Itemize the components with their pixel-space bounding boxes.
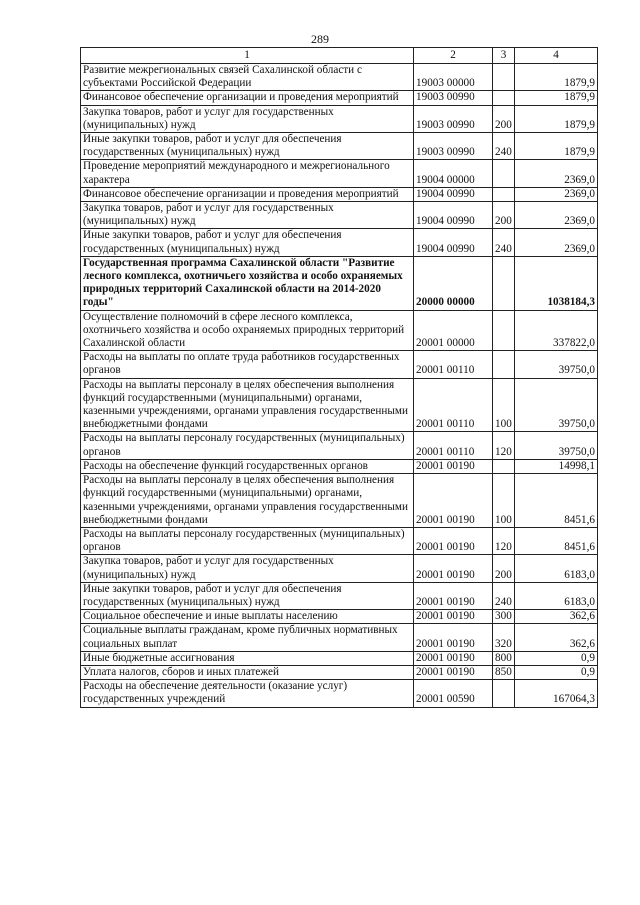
kind-cell: 100 — [493, 378, 515, 432]
amount-cell: 6183,0 — [515, 582, 598, 609]
name-cell: Иные закупки товаров, работ и услуг для обеспечения государственных (муниципальных) нужд — [81, 582, 414, 609]
amount-cell: 8451,6 — [515, 527, 598, 554]
name-cell: Расходы на выплаты персоналу в целях обеспечения выполнения функций государственными (муниципальными) органами, казенными учреждениями, органами управления государственными внебюджетными фондами — [81, 378, 414, 432]
amount-cell: 362,6 — [515, 624, 598, 651]
name-cell: Закупка товаров, работ и услуг для государственных (муниципальных) нужд — [81, 105, 414, 132]
kind-cell — [493, 680, 515, 707]
kind-cell: 320 — [493, 624, 515, 651]
code-cell: 19004 00990 — [414, 202, 493, 229]
name-cell: Расходы на обеспечение функций государственных органов — [81, 459, 414, 473]
name-cell: Иные закупки товаров, работ и услуг для обеспечения государственных (муниципальных) нужд — [81, 229, 414, 256]
code-cell: 19003 00990 — [414, 91, 493, 105]
name-cell: Проведение мероприятий международного и межрегионального характера — [81, 160, 414, 187]
table-row — [81, 474, 598, 528]
code-cell: 20001 00190 — [414, 624, 493, 651]
kind-cell: 240 — [493, 582, 515, 609]
kind-cell — [493, 187, 515, 201]
code-cell: 19003 00990 — [414, 105, 493, 132]
amount-cell: 39750,0 — [515, 432, 598, 459]
amount-cell: 39750,0 — [515, 378, 598, 432]
table-row — [81, 229, 598, 256]
name-cell: Осуществление полномочий в сфере лесного комплекса, охотничьего хозяйства и особо охраняемых природных территорий Сахалинской области — [81, 310, 414, 351]
kind-cell: 240 — [493, 229, 515, 256]
amount-cell: 1038184,3 — [515, 256, 598, 310]
code-cell: 20000 00000 — [414, 256, 493, 310]
kind-cell: 120 — [493, 527, 515, 554]
kind-cell — [493, 64, 515, 91]
name-cell: Расходы на обеспечение деятельности (оказание услуг) государственных учреждений — [81, 680, 414, 707]
table-row — [81, 582, 598, 609]
table-row — [81, 378, 598, 432]
name-cell: Государственная программа Сахалинской области "Развитие лесного комплекса, охотничьего хозяйства и особо охраняемых природных территорий Сахалинской области на 2014-2020 годы" — [81, 256, 414, 310]
amount-cell: 0,9 — [515, 651, 598, 665]
table-row — [81, 133, 598, 160]
amount-cell: 14998,1 — [515, 459, 598, 473]
table-row — [81, 555, 598, 582]
amount-cell: 1879,9 — [515, 105, 598, 132]
kind-cell: 100 — [493, 474, 515, 528]
table-row — [81, 680, 598, 707]
kind-cell: 300 — [493, 610, 515, 624]
code-cell: 20001 00190 — [414, 555, 493, 582]
kind-cell: 200 — [493, 105, 515, 132]
kind-cell: 120 — [493, 432, 515, 459]
table-row — [81, 256, 598, 310]
code-cell: 20001 00190 — [414, 610, 493, 624]
amount-cell: 2369,0 — [515, 187, 598, 201]
table-row — [81, 351, 598, 378]
code-cell: 20001 00110 — [414, 378, 493, 432]
amount-cell: 1879,9 — [515, 91, 598, 105]
code-cell: 20001 00190 — [414, 459, 493, 473]
table-row — [81, 202, 598, 229]
name-cell: Закупка товаров, работ и услуг для государственных (муниципальных) нужд — [81, 202, 414, 229]
code-cell: 19004 00000 — [414, 160, 493, 187]
code-cell: 20001 00590 — [414, 680, 493, 707]
name-cell: Социальные выплаты гражданам, кроме публичных нормативных социальных выплат — [81, 624, 414, 651]
kind-cell: 240 — [493, 133, 515, 160]
code-cell: 20001 00000 — [414, 310, 493, 351]
name-cell: Расходы на выплаты персоналу государственных (муниципальных) органов — [81, 527, 414, 554]
amount-cell: 8451,6 — [515, 474, 598, 528]
table-row — [81, 105, 598, 132]
kind-cell — [493, 256, 515, 310]
code-cell: 20001 00190 — [414, 527, 493, 554]
code-cell: 19003 00990 — [414, 133, 493, 160]
amount-cell: 1879,9 — [515, 133, 598, 160]
amount-cell: 167064,3 — [515, 680, 598, 707]
name-cell: Уплата налогов, сборов и иных платежей — [81, 665, 414, 679]
code-cell: 19004 00990 — [414, 187, 493, 201]
kind-cell: 850 — [493, 665, 515, 679]
kind-cell — [493, 459, 515, 473]
table-row — [81, 624, 598, 651]
table-row — [81, 432, 598, 459]
table-row — [81, 665, 598, 679]
name-cell: Закупка товаров, работ и услуг для государственных (муниципальных) нужд — [81, 555, 414, 582]
table-row — [81, 527, 598, 554]
table-body — [81, 64, 598, 708]
name-cell: Расходы на выплаты персоналу в целях обеспечения выполнения функций государственными (муниципальными) органами, казенными учреждениями, органами управления государственными внебюджетными фондами — [81, 474, 414, 528]
amount-cell: 362,6 — [515, 610, 598, 624]
table-row — [81, 187, 598, 201]
amount-cell: 2369,0 — [515, 229, 598, 256]
column-header-code: 2 — [414, 48, 493, 64]
column-header-kind: 3 — [493, 48, 515, 64]
code-cell: 20001 00110 — [414, 351, 493, 378]
code-cell: 20001 00110 — [414, 432, 493, 459]
table-row — [81, 651, 598, 665]
budget-table — [80, 47, 598, 708]
name-cell: Финансовое обеспечение организации и проведения мероприятий — [81, 187, 414, 201]
kind-cell — [493, 351, 515, 378]
name-cell: Расходы на выплаты персоналу государственных (муниципальных) органов — [81, 432, 414, 459]
kind-cell — [493, 91, 515, 105]
kind-cell: 200 — [493, 202, 515, 229]
column-header-amount: 4 — [515, 48, 598, 64]
table-row — [81, 64, 598, 91]
code-cell: 20001 00190 — [414, 582, 493, 609]
kind-cell: 200 — [493, 555, 515, 582]
code-cell: 19004 00990 — [414, 229, 493, 256]
kind-cell — [493, 310, 515, 351]
table-row — [81, 610, 598, 624]
code-cell: 19003 00000 — [414, 64, 493, 91]
amount-cell: 337822,0 — [515, 310, 598, 351]
name-cell: Развитие межрегиональных связей Сахалинской области с субъектами Российской Федерации — [81, 64, 414, 91]
name-cell: Социальное обеспечение и иные выплаты населению — [81, 610, 414, 624]
code-cell: 20001 00190 — [414, 651, 493, 665]
name-cell: Иные бюджетные ассигнования — [81, 651, 414, 665]
name-cell: Расходы на выплаты по оплате труда работников государственных органов — [81, 351, 414, 378]
kind-cell — [493, 160, 515, 187]
amount-cell: 0,9 — [515, 665, 598, 679]
name-cell: Иные закупки товаров, работ и услуг для обеспечения государственных (муниципальных) нужд — [81, 133, 414, 160]
amount-cell: 2369,0 — [515, 202, 598, 229]
header-row — [81, 48, 598, 64]
table-row — [81, 160, 598, 187]
table-row — [81, 91, 598, 105]
kind-cell: 800 — [493, 651, 515, 665]
column-header-name: 1 — [81, 48, 414, 64]
page-number: 289 — [311, 32, 329, 46]
table-row — [81, 459, 598, 473]
amount-cell: 6183,0 — [515, 555, 598, 582]
amount-cell: 2369,0 — [515, 160, 598, 187]
table-row — [81, 310, 598, 351]
amount-cell: 1879,9 — [515, 64, 598, 91]
code-cell: 20001 00190 — [414, 665, 493, 679]
amount-cell: 39750,0 — [515, 351, 598, 378]
name-cell: Финансовое обеспечение организации и проведения мероприятий — [81, 91, 414, 105]
code-cell: 20001 00190 — [414, 474, 493, 528]
